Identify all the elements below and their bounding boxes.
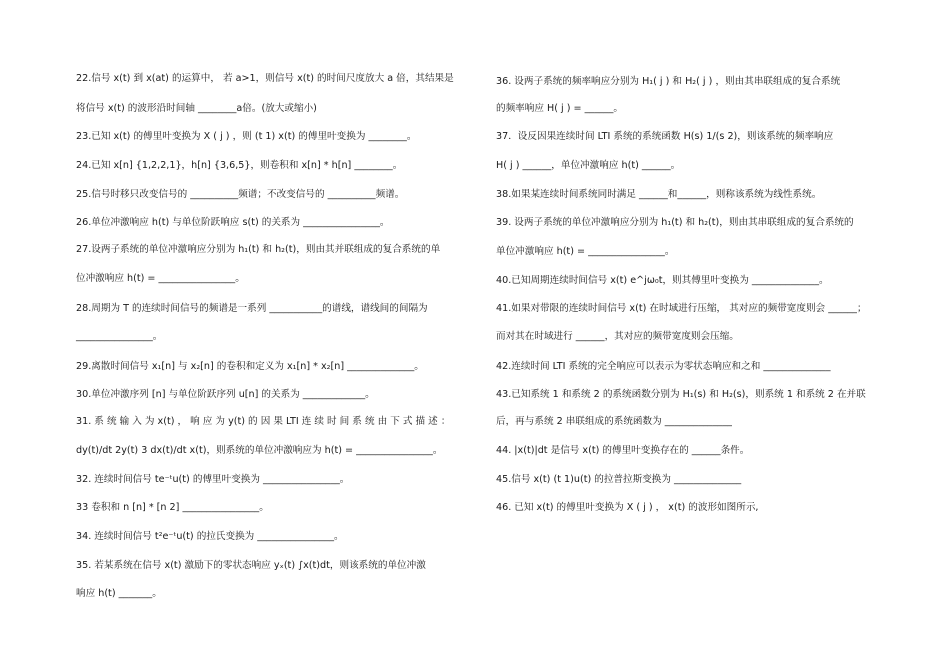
question-26: 26.单位冲激响应 h(t) 与单位阶跃响应 s(t) 的关系为 ________________。 — [76, 217, 390, 228]
question-37-line-2: H( j ) ______，单位冲激响应 h(t) ______。 — [496, 160, 681, 171]
question-44: 44. |x(t)|dt 是信号 x(t) 的傅里叶变换存在的 ______条件。 — [496, 445, 750, 456]
question-29: 29.离散时间信号 x₁[n] 与 x₂[n] 的卷积和定义为 x₁[n] * x₂[n] ______________。 — [76, 361, 424, 372]
question-28-line-1: 28.周期为 T 的连续时间信号的频谱是一系列 ___________的谱线，谱线间的间隔为 — [76, 303, 428, 314]
question-24: 24.已知 x[n] {1,2,2,1}，h[n] {3,6,5}，则卷积和 x[n] * h[n] ________。 — [76, 160, 403, 171]
question-43-line-2: 后，再与系统 2 串联组成的系统函数为 ______________ — [496, 416, 732, 427]
question-31-line-2: dy(t)/dt 2y(t) 3 dx(t)/dt x(t)，则系统的单位冲激响应为 h(t) = ________________。 — [76, 445, 443, 456]
question-42: 42.连续时间 LTI 系统的完全响应可以表示为零状态响应和之和 ______________ — [496, 361, 831, 372]
question-41-line-2: 而对其在时域进行 ______，其对应的频带宽度则会压缩。 — [496, 331, 739, 342]
question-35-line-2: 响应 h(t) _______。 — [76, 588, 162, 599]
question-39-line-1: 39. 设两子系统的单位冲激响应分别为 h₁(t) 和 h₂(t)，则由其串联组成的复合系统的 — [496, 217, 854, 228]
question-27-line-1: 27.设两子系统的单位冲激响应分别为 h₁(t) 和 h₂(t)，则由其并联组成的复合系统的单 — [76, 244, 441, 255]
question-23: 23.已知 x(t) 的傅里叶变换为 X ( j ) ，则 (t 1) x(t) 的傅里叶变换为 ________。 — [76, 131, 417, 142]
question-38: 38.如果某连续时间系统同时满足 ______和______，则称该系统为线性系统。 — [496, 189, 822, 200]
question-30: 30.单位冲激序列 [n] 与单位阶跃序列 u[n] 的关系为 _____________。 — [76, 389, 375, 400]
question-22-line-2: 将信号 x(t) 的波形沿时间轴 ________a倍。(放大或缩小) — [76, 103, 317, 114]
question-27-line-2: 位冲激响应 h(t) = ________________。 — [76, 273, 245, 284]
question-32: 32. 连续时间信号 te⁻ᵗu(t) 的傅里叶变换为 ________________。 — [76, 474, 350, 485]
question-28-line-2: ________________。 — [76, 331, 163, 342]
question-35-line-1: 35. 若某系统在信号 x(t) 激励下的零状态响应 yₓ(t) ∫x(t)dt，则该系统的单位冲激 — [76, 560, 426, 571]
question-22-line-1: 22.信号 x(t) 到 x(at) 的运算中， 若 a>1，则信号 x(t) 的时间尺度放大 a 倍，其结果是 — [76, 73, 454, 84]
question-37-line-1: 37．设反因果连续时间 LTI 系统的系统函数 H(s) 1/(s 2)，则该系统的频率响应 — [496, 131, 834, 142]
question-40: 40.已知周期连续时间信号 x(t) e^jω₀t，则其傅里叶变换为 ______________。 — [496, 275, 829, 286]
question-36-line-1: 36. 设两子系统的频率响应分别为 H₁( j ) 和 H₂( j ) ，则由其串联组成的复合系统 — [496, 76, 841, 87]
question-25: 25.信号时移只改变信号的 __________频谱；不改变信号的 __________频谱。 — [76, 189, 405, 200]
question-39-line-2: 单位冲激响应 h(t) = ________________。 — [496, 246, 675, 257]
question-45: 45.信号 x(t) (t 1)u(t) 的拉普拉斯变换为 ______________ — [496, 474, 742, 485]
question-31-line-1: 31. 系 统 输 入 为 x(t) ， 响 应 为 y(t) 的 因 果 LTI 连 续 时 间 系 统 由 下 式 描 述 ： — [76, 416, 451, 427]
question-41-line-1: 41.如果对带限的连续时间信号 x(t) 在时域进行压缩， 其对应的频带宽度则会 ______； — [496, 303, 867, 314]
question-33: 33 卷积和 n [n] * [n 2] ________________。 — [76, 502, 269, 513]
question-43-line-1: 43.已知系统 1 和系统 2 的系统函数分别为 H₁(s) 和 H₂(s)，则系统 1 和系统 2 在并联 — [496, 389, 866, 400]
question-46: 46. 已知 x(t) 的傅里叶变换为 X ( j ) ， x(t) 的波形如图所示, — [496, 502, 759, 513]
question-36-line-2: 的频率响应 H( j ) = ______。 — [496, 103, 623, 114]
question-34: 34. 连续时间信号 t²e⁻ᵗu(t) 的拉氏变换为 ________________。 — [76, 531, 344, 542]
